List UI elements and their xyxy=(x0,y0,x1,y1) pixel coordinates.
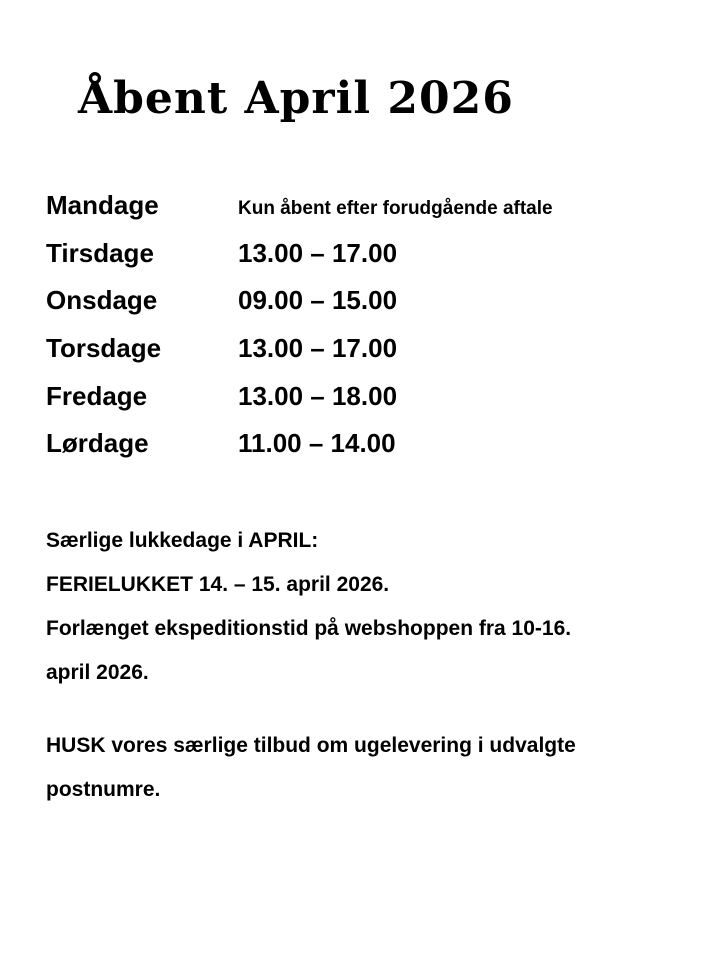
reminder-line: HUSK vores særlige tilbud om ugelevering i udvalgte xyxy=(46,734,576,757)
day-label: Mandage xyxy=(46,190,159,220)
closure-heading: Særlige lukkedage i APRIL: xyxy=(46,529,319,552)
hours-value: 13.00 – 17.00 xyxy=(238,237,398,268)
closure-notes xyxy=(46,519,686,695)
reminder-line-continued: postnumre. xyxy=(46,778,161,801)
day-label: Fredage xyxy=(46,380,148,411)
holiday-closed-note: FERIELUKKET 14. – 15. april 2026. xyxy=(46,573,390,596)
hours-value: Kun åbent efter forudgående aftale xyxy=(238,198,553,219)
hours-row-tuesday xyxy=(46,238,686,286)
hours-row-wednesday xyxy=(46,285,686,333)
opening-hours-table xyxy=(46,190,686,476)
hours-row-thursday xyxy=(46,333,686,381)
day-label: Torsdage xyxy=(46,333,162,364)
hours-row-friday xyxy=(46,381,686,429)
webshop-extended-note: Forlænget ekspeditionstid på webshoppen fra 10-16. xyxy=(46,617,572,640)
day-label: Lørdage xyxy=(46,428,149,459)
delivery-reminder xyxy=(46,724,686,812)
hours-row-saturday xyxy=(46,428,686,476)
hours-value: 13.00 – 17.00 xyxy=(238,333,398,364)
day-label: Tirsdage xyxy=(46,237,154,268)
hours-value: 11.00 – 14.00 xyxy=(238,428,396,459)
hours-value: 09.00 – 15.00 xyxy=(238,285,398,316)
day-label: Onsdage xyxy=(46,285,158,316)
hours-row-monday xyxy=(46,190,686,238)
hours-value: 13.00 – 18.00 xyxy=(238,380,398,411)
webshop-extended-note-continued: april 2026. xyxy=(46,661,149,684)
page-title: Åbent April 2026 xyxy=(78,73,514,124)
